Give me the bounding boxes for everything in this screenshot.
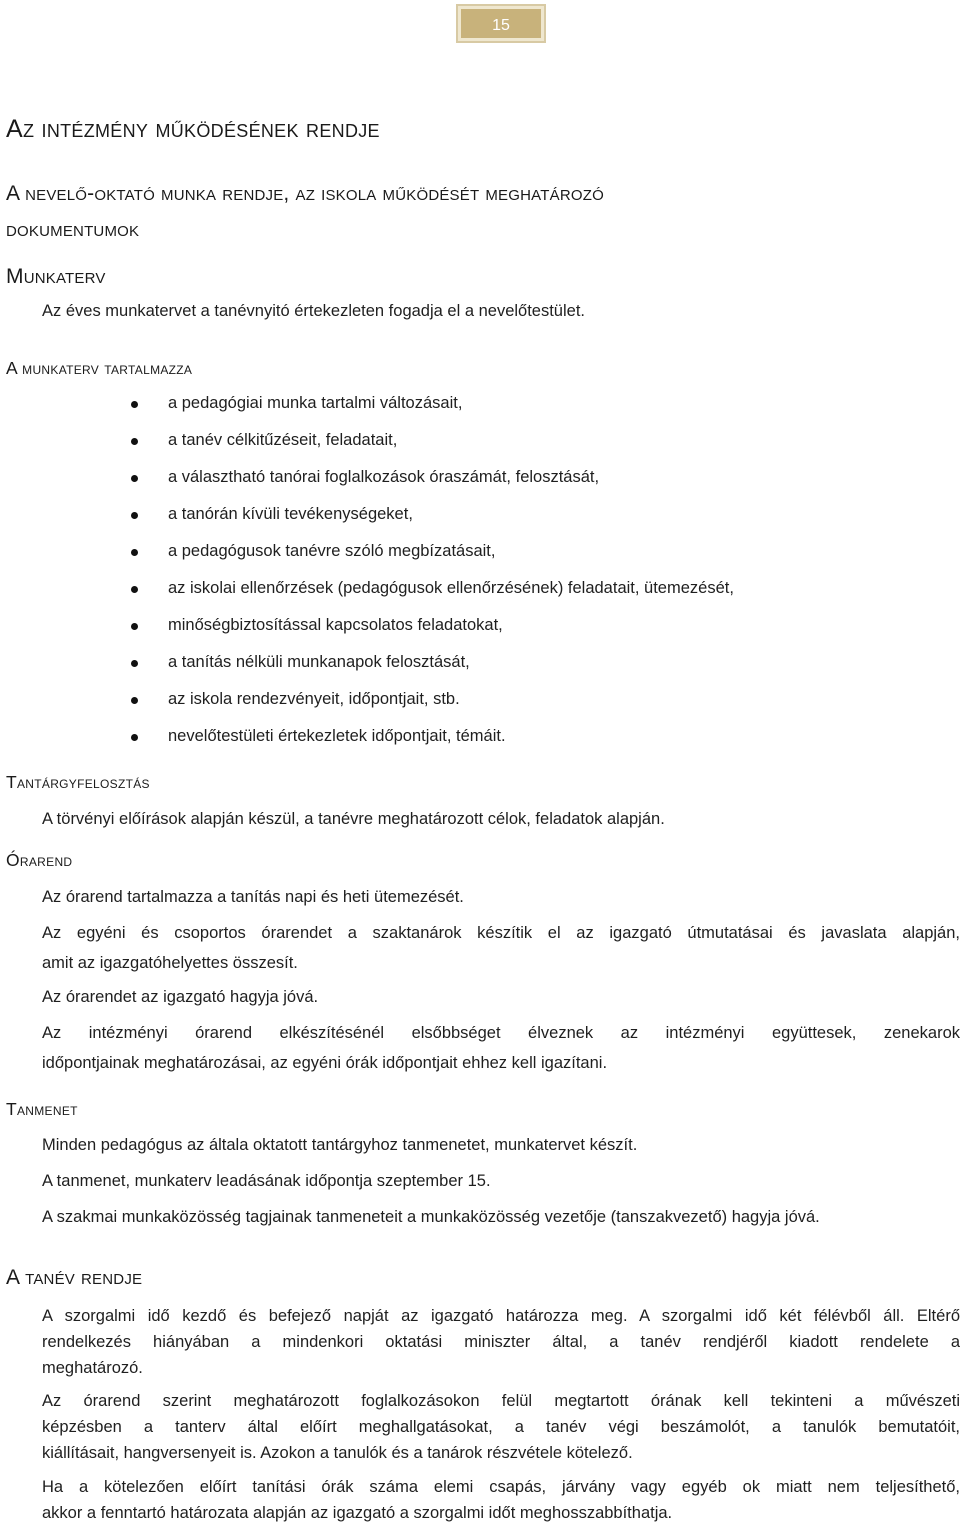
tanev-rendje-heading: A tanév rendje <box>6 1266 143 1289</box>
list-item-text: a pedagógusok tanévre szóló megbízatásait, <box>168 542 496 560</box>
tanmenet-heading: Tanmenet <box>6 1099 78 1119</box>
orarend-p4-line1: Az intézményi órarend elkészítésénél elsőbbséget élveznek az intézményi együttesek, zenekarok <box>42 1024 960 1042</box>
tartalmazza-heading: A munkaterv tartalmazza <box>6 358 193 378</box>
tanev-p1-line1: A szorgalmi idő kezdő és befejező napját az igazgató határozza meg. A szorgalmi idő két félévből áll. Eltérő <box>42 1307 960 1325</box>
orarend-p3: Az órarendet az igazgató hagyja jóvá. <box>42 988 319 1006</box>
bullet-icon <box>131 734 138 741</box>
bullet-icon <box>131 475 138 482</box>
tanev-p1-line3: meghatározó. <box>42 1359 143 1377</box>
tanmenet-p1: Minden pedagógus az általa oktatott tantárgyhoz tanmenetet, munkatervet készít. <box>42 1136 638 1154</box>
bullet-icon <box>131 512 138 519</box>
orarend-p2-line1: Az egyéni és csoportos órarendet a szaktanárok készítik el az igazgató útmutatásai és javaslata alapján, <box>42 924 960 942</box>
tanev-p2-line1: Az órarend szerint meghatározott foglalkozásokon felül megtartott órának kell tekinteni a művészeti <box>42 1392 960 1410</box>
list-item-text: minőségbiztosítással kapcsolatos feladatokat, <box>168 616 503 634</box>
bullet-icon <box>131 549 138 556</box>
bullet-icon <box>131 660 138 667</box>
subsection-title-line1: A nevelő-oktató munka rendje, az iskola működését meghatározó <box>6 182 604 205</box>
orarend-p2-line2: amit az igazgatóhelyettes összesít. <box>42 954 298 972</box>
bullet-icon <box>131 401 138 408</box>
list-item-text: a választható tanórai foglalkozások óraszámát, felosztását, <box>168 468 600 486</box>
orarend-p1: Az órarend tartalmazza a tanítás napi és heti ütemezését. <box>42 888 464 906</box>
list-item-text: az iskola rendezvényeit, időpontjait, stb. <box>168 690 460 708</box>
bullet-icon <box>131 697 138 704</box>
orarend-heading: Órarend <box>6 850 73 870</box>
list-item-text: nevelőtestületi értekezletek időpontjait, témáit. <box>168 727 506 745</box>
list-item-text: a tanítás nélküli munkanapok felosztását, <box>168 653 470 671</box>
tantargyfelosztas-text: A törvényi előírások alapján készül, a tanévre meghatározott célok, feladatok alapján. <box>42 810 665 828</box>
bullet-icon <box>131 586 138 593</box>
munkaterv-heading: Munkaterv <box>6 265 106 288</box>
list-item-text: a tanórán kívüli tevékenységeket, <box>168 505 413 523</box>
page-number: 15 <box>461 9 541 38</box>
subsection-title-line2: dokumentumok <box>6 218 140 241</box>
munkaterv-text: Az éves munkatervet a tanévnyitó értekezleten fogadja el a nevelőtestület. <box>42 302 585 320</box>
tanev-p3-line1: Ha a kötelezően előírt tanítási órák száma elemi csapás, járvány vagy egyéb ok miatt nem teljesíthető, <box>42 1478 960 1496</box>
orarend-p4-line2: időpontjainak meghatározásai, az egyéni órák időpontjait ehhez kell igazítani. <box>42 1054 608 1072</box>
list-item-text: a pedagógiai munka tartalmi változásait, <box>168 394 463 412</box>
tantargyfelosztas-heading: Tantárgyfelosztás <box>6 772 150 792</box>
tanev-p1-line2: rendelkezés hiányában a mindenkori oktatási miniszter által, a tanév rendjéről kiadott rendelete a <box>42 1333 960 1351</box>
tanev-p2-line3: kiállításait, hangversenyeit is. Azokon a tanulók és a tanárok részvétele kötelező. <box>42 1444 633 1462</box>
bullet-icon <box>131 438 138 445</box>
tanmenet-p2: A tanmenet, munkaterv leadásának időpontja szeptember 15. <box>42 1172 491 1190</box>
list-item-text: az iskolai ellenőrzések (pedagógusok ellenőrzésének) feladatait, ütemezését, <box>168 579 734 597</box>
bullet-icon <box>131 623 138 630</box>
tanev-p2-line2: képzésben a tanterv által előírt meghallgatásokat, a tanév végi beszámolót, a tanulók bemutatóit, <box>42 1418 960 1436</box>
section-title: Az intézmény működésének rendje <box>6 115 380 143</box>
tanev-p3-line2: akkor a fenntartó határozata alapján az igazgató a szorgalmi időt meghosszabbíthatja. <box>42 1504 673 1522</box>
page-number-badge <box>456 4 546 43</box>
list-item-text: a tanév célkitűzéseit, feladatait, <box>168 431 398 449</box>
tanmenet-p3: A szakmai munkaközösség tagjainak tanmeneteit a munkaközösség vezetője (tanszakvezető) hagyja jóvá. <box>42 1208 820 1226</box>
